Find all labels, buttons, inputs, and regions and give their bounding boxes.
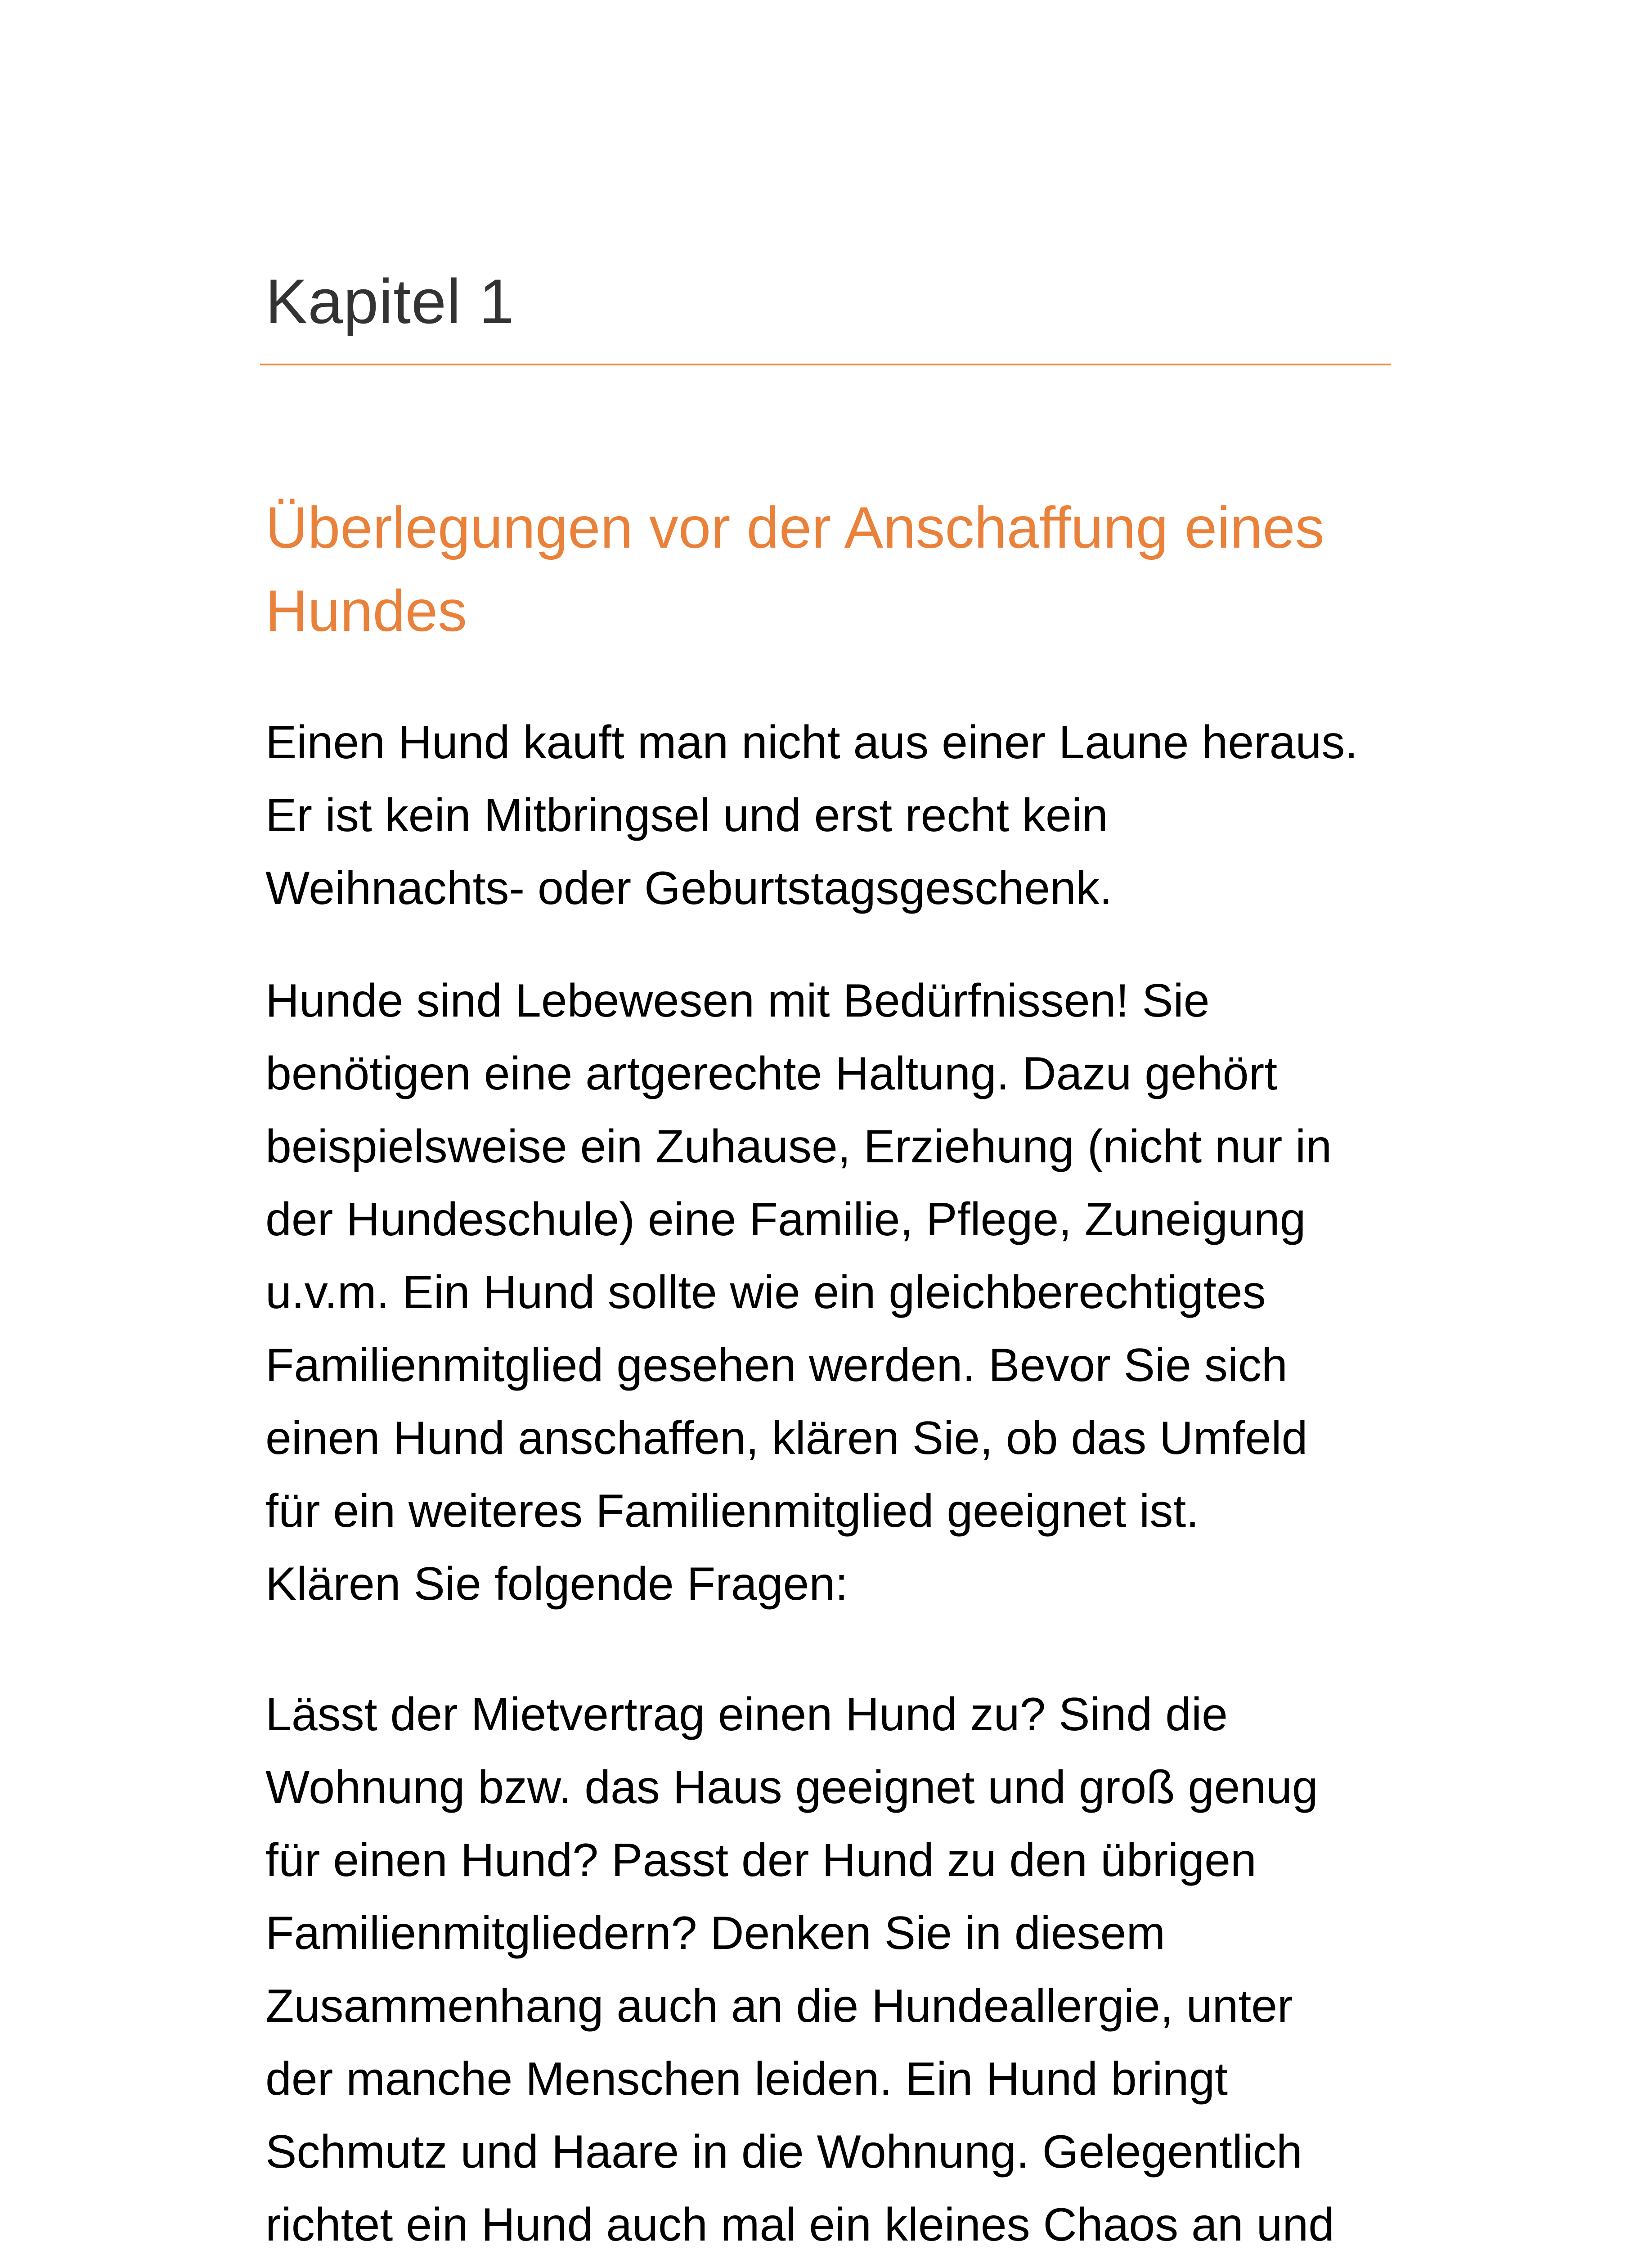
paragraph-line: Klären Sie folgende Fragen:	[265, 1558, 848, 1610]
paragraph-line: Einen Hund kauft man nicht aus einer Laune heraus.	[265, 716, 1358, 769]
paragraph-line: für einen Hund? Passt der Hund zu den übrigen	[265, 1834, 1257, 1886]
paragraph-line: der Hundeschule) eine Familie, Pflege, Zuneigung	[265, 1193, 1306, 1246]
paragraph-line: Zusammenhang auch an die Hundeallergie, unter	[265, 1980, 1293, 2032]
chapter-title: Kapitel 1	[265, 266, 515, 337]
paragraph-line: Hunde sind Lebewesen mit Bedürfnissen! Sie	[265, 975, 1210, 1027]
section-heading	[265, 486, 1417, 652]
paragraph-line: Lässt der Mietvertrag einen Hund zu? Sind die	[265, 1688, 1228, 1741]
paragraph-line: Wohnung bzw. das Haus geeignet und groß genug	[265, 1761, 1318, 1814]
paragraph-line: für ein weiteres Familienmitglied geeignet ist.	[265, 1485, 1199, 1537]
section-heading-line: Überlegungen vor der Anschaffung eines	[265, 495, 1324, 560]
paragraph-line: beispielsweise ein Zuhause, Erziehung (nicht nur in	[265, 1120, 1332, 1173]
chapter-divider	[260, 364, 1391, 365]
section-heading-line: Hundes	[265, 578, 467, 644]
paragraph-line: Weihnachts- oder Geburtstagsgeschenk.	[265, 862, 1113, 914]
paragraph-line: Familienmitgliedern? Denken Sie in diesem	[265, 1907, 1166, 1959]
paragraph-line: u.v.m. Ein Hund sollte wie ein gleichberechtigtes	[265, 1266, 1266, 1318]
paragraph-line: Er ist kein Mitbringsel und erst recht kein	[265, 789, 1108, 842]
paragraph-line: der manche Menschen leiden. Ein Hund bringt	[265, 2053, 1228, 2105]
paragraph-line: Schmutz und Haare in die Wohnung. Gelegentlich	[265, 2126, 1302, 2178]
paragraph-line: einen Hund anschaffen, klären Sie, ob das Umfeld	[265, 1412, 1308, 1464]
paragraph-line: richtet ein Hund auch mal ein kleines Chaos an und	[265, 2199, 1335, 2250]
paragraph-line: Familienmitglied gesehen werden. Bevor Sie sich	[265, 1339, 1288, 1391]
paragraph-line: benötigen eine artgerechte Haltung. Dazu gehört	[265, 1048, 1278, 1100]
